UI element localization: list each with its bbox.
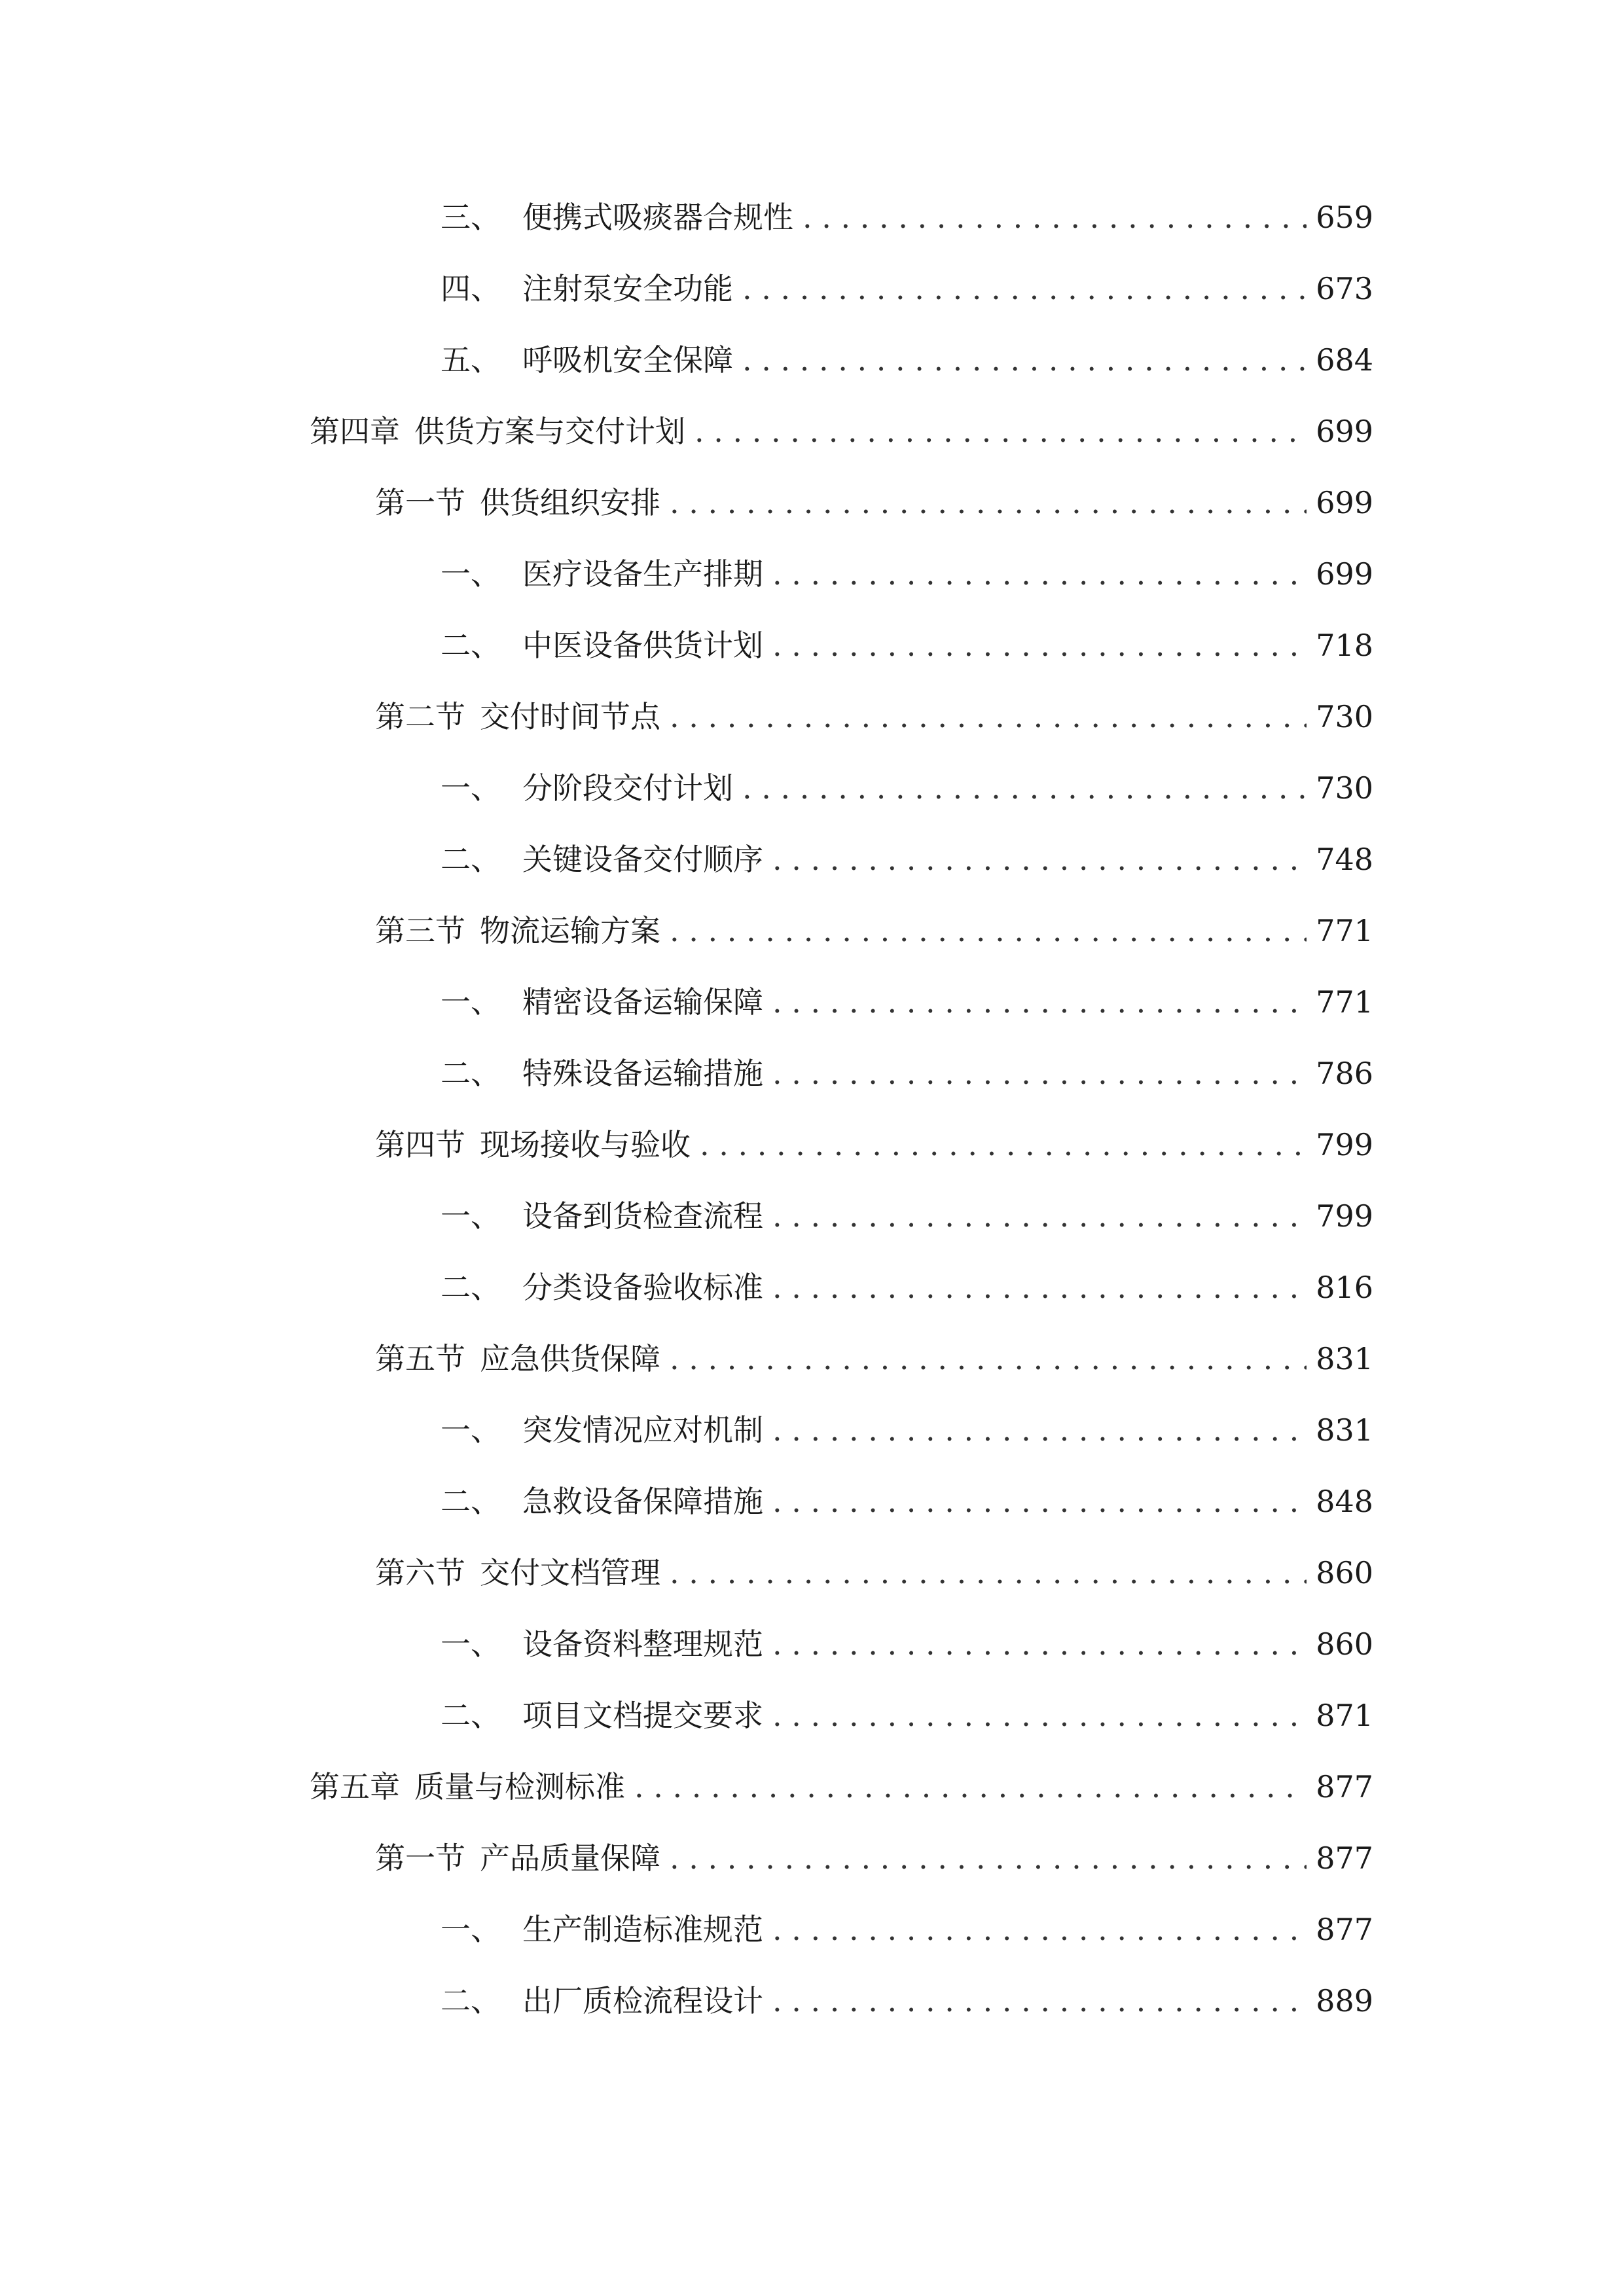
toc-entry-number: 一、 [441,1198,501,1234]
toc-entry-number: 一、 [441,556,501,592]
toc-entry-number: 二、 [441,1270,501,1305]
toc-entry-number: 二、 [441,1698,501,1733]
toc-entry-number: 二、 [441,842,501,877]
dot-leader [670,476,1307,529]
toc-entry-page: 831 [1316,1341,1373,1376]
dot-leader [634,1761,1307,1813]
toc-entry-page: 673 [1316,271,1373,306]
toc-entry-number: 第五节 [375,1341,465,1376]
toc-entry-title: 生产制造标准规范 [522,1912,763,1947]
toc-entry-page: 748 [1316,842,1373,877]
toc-entry-number: 一、 [441,1912,501,1947]
toc-entry-title: 特殊设备运输措施 [522,1056,763,1091]
toc-entry-title: 质量与检测标准 [414,1769,625,1804]
toc-entry-number: 一、 [441,770,501,806]
toc-entry-page: 877 [1316,1840,1373,1876]
toc-entry[interactable] [375,1333,1373,1385]
toc-entry[interactable] [441,1618,1373,1670]
toc-entry-title: 设备资料整理规范 [522,1626,763,1662]
toc-entry-page: 799 [1316,1127,1373,1162]
toc-entry-title: 交付文档管理 [480,1555,660,1590]
toc-entry-title: 突发情况应对机制 [522,1412,763,1448]
toc-entry-page: 659 [1316,200,1373,235]
toc-entry-title: 出厂质检流程设计 [522,1983,763,2018]
toc-entry[interactable] [441,262,1373,315]
dot-leader [700,1119,1307,1171]
dot-leader [772,548,1307,600]
toc-entry-page: 860 [1316,1555,1373,1590]
toc-entry-page: 877 [1316,1769,1373,1804]
toc-entry[interactable] [441,1975,1373,2027]
toc-entry-number: 二、 [441,628,501,663]
toc-entry-title: 供货方案与交付计划 [414,414,685,449]
toc-entry-number: 四、 [441,271,501,306]
toc-entry[interactable] [375,1547,1373,1599]
dot-leader [772,1190,1307,1242]
toc-entry-number: 一、 [441,1412,501,1448]
dot-leader [670,905,1307,957]
dot-leader [670,1547,1307,1599]
toc-entry-page: 771 [1316,984,1373,1020]
toc-entry[interactable] [375,1832,1373,1884]
toc-entry-page: 730 [1316,699,1373,734]
toc-entry[interactable] [441,1047,1373,1100]
toc-entry-page: 699 [1316,485,1373,520]
toc-entry-number: 第五章 [310,1769,400,1804]
toc-entry-title: 关键设备交付顺序 [522,842,763,877]
toc-entry-number: 三、 [441,200,501,235]
toc-entry[interactable] [441,1190,1373,1242]
toc-entry-title: 项目文档提交要求 [522,1698,763,1733]
toc-entry-page: 871 [1316,1698,1373,1733]
toc-entry-page: 831 [1316,1412,1373,1448]
toc-entry[interactable] [441,1689,1373,1742]
toc-entry-title: 设备到货检查流程 [522,1198,763,1234]
toc-entry[interactable] [310,1761,1373,1813]
toc-entry-page: 816 [1316,1270,1373,1305]
dot-leader [772,976,1307,1028]
toc-entry-page: 786 [1316,1056,1373,1091]
toc-entry-number: 第四章 [310,414,400,449]
dot-leader [772,1903,1307,1956]
toc-entry-page: 684 [1316,342,1373,378]
toc-entry-page: 860 [1316,1626,1373,1662]
toc-entry[interactable] [441,334,1373,386]
dot-leader [670,691,1307,743]
toc-entry-number: 第一节 [375,1840,465,1876]
toc-entry-page: 771 [1316,913,1373,948]
toc-entry-page: 699 [1316,556,1373,592]
toc-entry[interactable] [441,1404,1373,1456]
toc-entry-title: 产品质量保障 [480,1840,660,1876]
dot-leader [742,334,1307,386]
toc-entry-number: 第六节 [375,1555,465,1590]
toc-entry[interactable] [441,1475,1373,1528]
toc-entry-title: 交付时间节点 [480,699,660,734]
toc-entry[interactable] [441,976,1373,1028]
dot-leader [772,1047,1307,1100]
toc-entry-title: 急救设备保障措施 [522,1484,763,1519]
toc-entry-page: 877 [1316,1912,1373,1947]
toc-entry-number: 第三节 [375,913,465,948]
dot-leader [772,1475,1307,1528]
toc-entry[interactable] [441,1903,1373,1956]
dot-leader [742,262,1307,315]
dot-leader [772,1975,1307,2027]
toc-entry[interactable] [375,905,1373,957]
toc-entry[interactable] [441,762,1373,814]
toc-entry-title: 分类设备验收标准 [522,1270,763,1305]
toc-entry[interactable] [310,405,1373,457]
dot-leader [803,191,1307,243]
toc-entry-title: 分阶段交付计划 [522,770,733,806]
toc-entry-page: 889 [1316,1983,1373,2018]
toc-entry[interactable] [441,833,1373,886]
toc-entry-title: 现场接收与验收 [480,1127,691,1162]
toc-entry-title: 便携式吸痰器合规性 [522,200,793,235]
toc-entry-page: 730 [1316,770,1373,806]
toc-entry-title: 医疗设备生产排期 [522,556,763,592]
toc-entry-number: 二、 [441,1056,501,1091]
toc-entry-number: 第一节 [375,485,465,520]
dot-leader [742,762,1307,814]
toc-entry-title: 物流运输方案 [480,913,660,948]
toc-entry[interactable] [375,1119,1373,1171]
toc-entry-page: 848 [1316,1484,1373,1519]
toc-entry[interactable] [375,691,1373,743]
toc-entry[interactable] [441,191,1373,243]
dot-leader [695,405,1307,457]
toc-entry[interactable] [441,619,1373,672]
toc-entry-number: 第二节 [375,699,465,734]
toc-entry[interactable] [441,548,1373,600]
toc-entry-title: 注射泵安全功能 [522,271,733,306]
toc-entry-page: 799 [1316,1198,1373,1234]
toc-entry-title: 中医设备供货计划 [522,628,763,663]
toc-entry-page: 718 [1316,628,1373,663]
toc-entry[interactable] [375,476,1373,529]
toc-entry-title: 供货组织安排 [480,485,660,520]
toc-entry[interactable] [441,1261,1373,1314]
toc-entry-number: 二、 [441,1983,501,2018]
dot-leader [670,1333,1307,1385]
dot-leader [772,1261,1307,1314]
toc-entry-title: 精密设备运输保障 [522,984,763,1020]
dot-leader [772,1618,1307,1670]
toc-entry-number: 二、 [441,1484,501,1519]
toc-entry-number: 第四节 [375,1127,465,1162]
toc-entry-title: 应急供货保障 [480,1341,660,1376]
dot-leader [772,833,1307,886]
toc-entry-number: 一、 [441,984,501,1020]
dot-leader [772,1404,1307,1456]
toc-entry-number: 五、 [441,342,501,378]
dot-leader [772,619,1307,672]
toc-entry-title: 呼吸机安全保障 [522,342,733,378]
dot-leader [772,1689,1307,1742]
toc-entry-page: 699 [1316,414,1373,449]
toc-entry-number: 一、 [441,1626,501,1662]
dot-leader [670,1832,1307,1884]
